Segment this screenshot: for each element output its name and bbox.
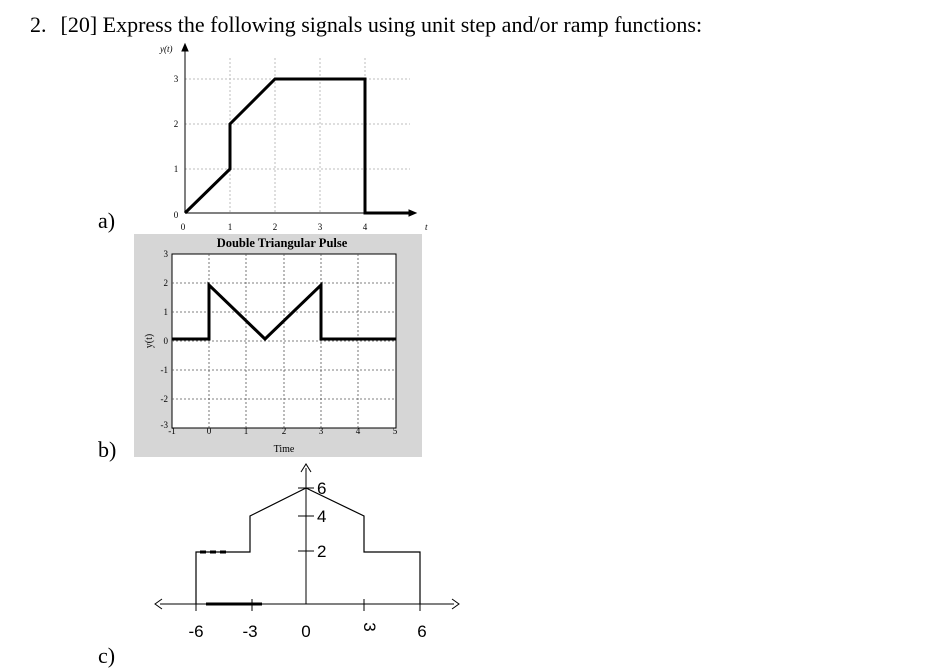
graph-b-ytick: 0 [163, 336, 168, 346]
graph-a-xtick: 3 [317, 222, 323, 232]
graph-c-ytick: 6 [317, 479, 327, 498]
graph-a-xtick: 4 [362, 222, 368, 232]
graph-a-ytick: 3 [173, 74, 179, 84]
graph-c-xtick: 0 [301, 622, 311, 641]
graph-a-xlabel: t [425, 222, 428, 232]
graph-c-signal [196, 488, 420, 604]
graph-a-ylabel: y(t) [160, 44, 173, 54]
graph-c-xtick: -6 [188, 622, 204, 641]
graph-b-ylabel: y(t) [144, 333, 155, 349]
graph-b-ytick: 3 [163, 249, 168, 259]
graph-a-ytick: 0 [173, 210, 179, 220]
graph-b-xtick: 1 [243, 426, 249, 436]
question-text: [20] Express the following signals using unit step and/or ramp functions: [60, 12, 703, 37]
graph-c-xtick: 3 [360, 622, 379, 632]
graph-b-xtick: -1 [168, 426, 176, 436]
graph-c-ytick: 2 [317, 542, 327, 561]
part-a-label: a) [98, 208, 116, 233]
graph-b-ytick: -2 [160, 394, 168, 404]
graph-b-xtick: 0 [206, 426, 212, 436]
graph-a-ytick: 1 [173, 164, 179, 174]
graph-c-xtick: -3 [242, 622, 258, 641]
graph-b-ytick: -3 [160, 420, 168, 430]
graph-b-title: Double Triangular Pulse [216, 236, 348, 250]
graph-b-xtick: 3 [318, 426, 324, 436]
question-number: 2. [30, 12, 47, 37]
graph-c-ytick: 4 [317, 507, 327, 526]
graph-b-ytick: 1 [163, 307, 168, 317]
graph-a-xtick: 0 [180, 222, 186, 232]
part-c-label: c) [98, 643, 116, 668]
part-b-label: b) [98, 437, 117, 462]
graph-c-xtick: 6 [417, 622, 427, 641]
graph-b-xtick: 5 [392, 426, 398, 436]
graph-b-xtick: 2 [281, 426, 287, 436]
graph-b-ytick: -1 [160, 365, 168, 375]
graph-a-xtick: 1 [227, 222, 233, 232]
graph-b-xlabel: Time [273, 444, 295, 455]
graph-a-ytick: 2 [173, 119, 179, 129]
graph-b-ytick: 2 [163, 278, 168, 288]
graph-a-xtick: 2 [272, 222, 278, 232]
graph-b-xtick: 4 [355, 426, 361, 436]
